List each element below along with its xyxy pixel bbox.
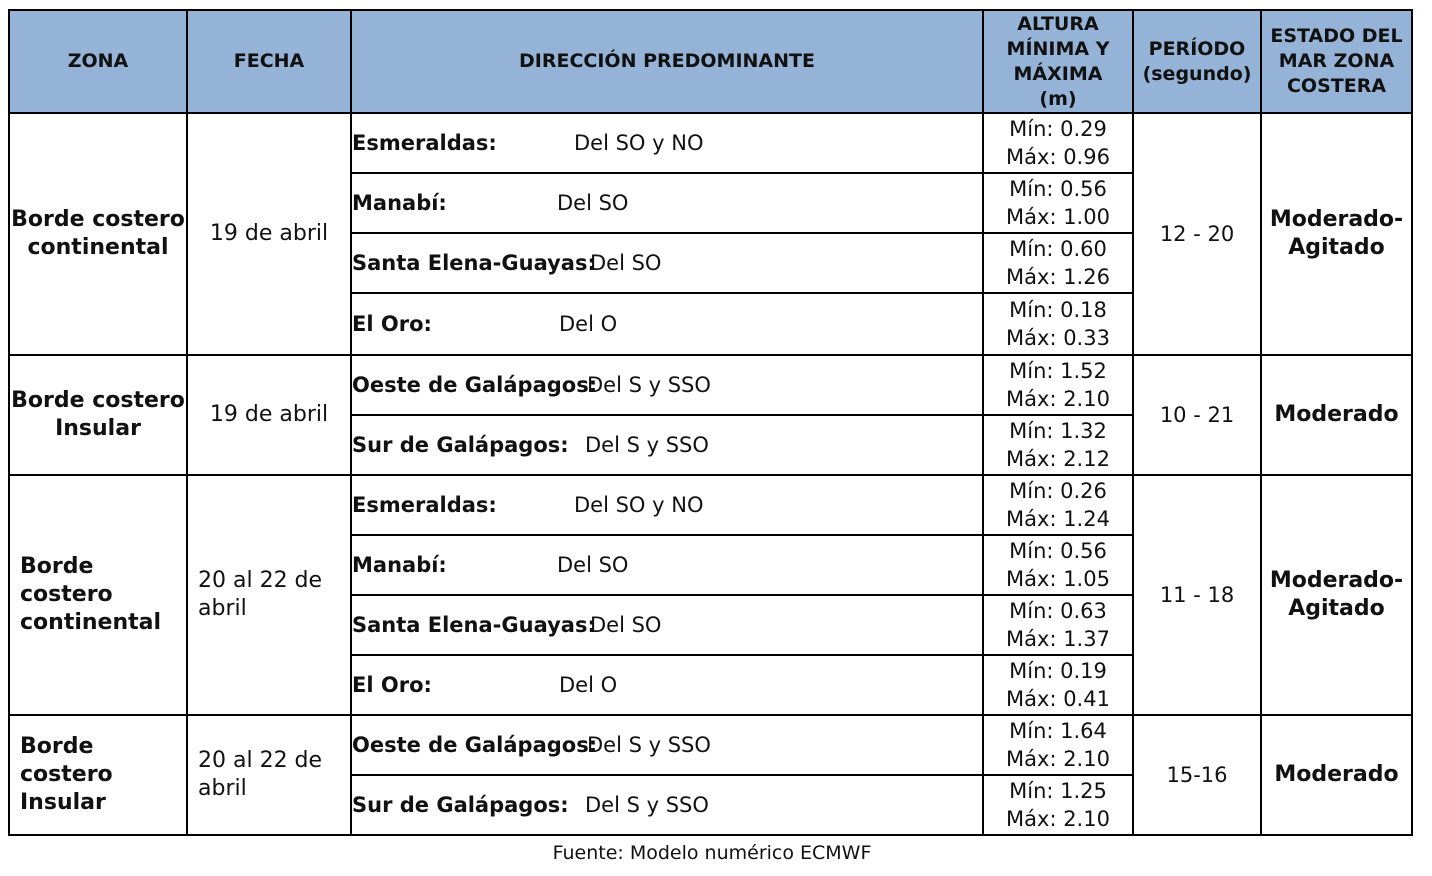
region-label: Santa Elena-Guayas: [352, 251, 596, 275]
height-max: Máx: 1.37 [1006, 627, 1110, 651]
wind-direction: Del S y SSO [585, 433, 709, 457]
direction-cell [351, 293, 983, 355]
height-cell [983, 595, 1133, 655]
height-max: Máx: 0.33 [1006, 326, 1110, 350]
height-max: Máx: 2.12 [1006, 447, 1110, 471]
header-periodo: PERÍODO (segundo) [1133, 10, 1261, 113]
table-row [9, 715, 1412, 775]
height-min: Mín: 0.19 [1009, 659, 1107, 683]
height-max: Máx: 1.05 [1006, 567, 1110, 591]
height-min: Mín: 1.32 [1009, 419, 1107, 443]
direction-cell [351, 113, 983, 173]
height-min: Mín: 1.25 [1009, 779, 1107, 803]
region-label: Oeste de Galápagos: [352, 373, 598, 397]
height-min: Mín: 1.64 [1009, 719, 1107, 743]
header-fecha: FECHA [187, 10, 351, 113]
height-min: Mín: 1.52 [1009, 359, 1107, 383]
height-max: Máx: 0.41 [1006, 687, 1110, 711]
wave-forecast-table [8, 9, 1413, 836]
height-cell [983, 655, 1133, 715]
wind-direction: Del SO y NO [574, 493, 704, 517]
region-label: Manabí: [352, 191, 447, 215]
direction-cell [351, 233, 983, 293]
direction-cell [351, 775, 983, 835]
region-label: Manabí: [352, 553, 447, 577]
sea-state-cell: Moderado-Agitado [1261, 475, 1412, 715]
header-altura: ALTURA MÍNIMA Y MÁXIMA (m) [983, 10, 1133, 113]
height-max: Máx: 2.10 [1006, 807, 1110, 831]
height-min: Mín: 0.63 [1009, 599, 1107, 623]
height-min: Mín: 0.26 [1009, 479, 1107, 503]
height-max: Máx: 0.96 [1006, 145, 1110, 169]
wind-direction: Del O [559, 673, 618, 697]
direction-cell [351, 715, 983, 775]
date-cell: 20 al 22 de abril [187, 475, 351, 715]
date-cell: 19 de abril [187, 355, 351, 475]
header-zona: ZONA [9, 10, 187, 113]
height-min: Mín: 0.56 [1009, 177, 1107, 201]
height-min: Mín: 0.56 [1009, 539, 1107, 563]
height-max: Máx: 1.26 [1006, 265, 1110, 289]
height-cell [983, 355, 1133, 415]
height-max: Máx: 2.10 [1006, 387, 1110, 411]
height-cell [983, 173, 1133, 233]
sea-state-cell: Moderado-Agitado [1261, 113, 1412, 355]
region-label: El Oro: [352, 673, 432, 697]
region-label: Santa Elena-Guayas: [352, 613, 596, 637]
height-cell [983, 775, 1133, 835]
height-max: Máx: 2.10 [1006, 747, 1110, 771]
wind-direction: Del SO [590, 613, 662, 637]
source-caption: Fuente: Modelo numérico ECMWF [552, 842, 872, 864]
direction-cell [351, 173, 983, 233]
region-label: Oeste de Galápagos: [352, 733, 598, 757]
region-label: El Oro: [352, 312, 432, 336]
height-cell [983, 715, 1133, 775]
direction-cell [351, 595, 983, 655]
header-direccion: DIRECCIÓN PREDOMINANTE [351, 10, 983, 113]
height-min: Mín: 0.60 [1009, 237, 1107, 261]
height-min: Mín: 0.29 [1009, 117, 1107, 141]
wind-direction: Del SO [557, 553, 629, 577]
period-cell: 11 - 18 [1133, 475, 1261, 715]
sea-state-cell: Moderado [1261, 355, 1412, 475]
period-cell: 15-16 [1133, 715, 1261, 835]
zone-cell: Borde costero Insular [9, 715, 187, 835]
header-estado: ESTADO DEL MAR ZONA COSTERA [1261, 10, 1412, 113]
direction-cell [351, 475, 983, 535]
zone-cell: Borde costero continental [9, 113, 187, 355]
wind-direction: Del S y SSO [587, 373, 711, 397]
zone-cell: Borde costero continental [9, 475, 187, 715]
table-row [9, 113, 1412, 173]
direction-cell [351, 535, 983, 595]
wind-direction: Del SO [557, 191, 629, 215]
direction-cell [351, 415, 983, 475]
wind-direction: Del SO [590, 251, 662, 275]
direction-cell [351, 655, 983, 715]
period-cell: 12 - 20 [1133, 113, 1261, 355]
region-label: Esmeraldas: [352, 131, 497, 155]
header-row [9, 10, 1412, 113]
region-label: Sur de Galápagos: [352, 793, 569, 817]
sea-state-cell: Moderado [1261, 715, 1412, 835]
wind-direction: Del O [559, 312, 618, 336]
direction-cell [351, 355, 983, 415]
table-row [9, 475, 1412, 535]
height-min: Mín: 0.18 [1009, 298, 1107, 322]
wind-direction: Del SO y NO [574, 131, 704, 155]
height-cell [983, 293, 1133, 355]
region-label: Esmeraldas: [352, 493, 497, 517]
date-cell: 19 de abril [187, 113, 351, 355]
table-row [9, 355, 1412, 415]
date-cell: 20 al 22 de abril [187, 715, 351, 835]
height-cell [983, 415, 1133, 475]
height-cell [983, 113, 1133, 173]
period-cell: 10 - 21 [1133, 355, 1261, 475]
zone-cell: Borde costero Insular [9, 355, 187, 475]
height-max: Máx: 1.00 [1006, 205, 1110, 229]
height-cell [983, 535, 1133, 595]
height-cell [983, 233, 1133, 293]
height-cell [983, 475, 1133, 535]
wind-direction: Del S y SSO [585, 793, 709, 817]
height-max: Máx: 1.24 [1006, 507, 1110, 531]
wind-direction: Del S y SSO [587, 733, 711, 757]
region-label: Sur de Galápagos: [352, 433, 569, 457]
